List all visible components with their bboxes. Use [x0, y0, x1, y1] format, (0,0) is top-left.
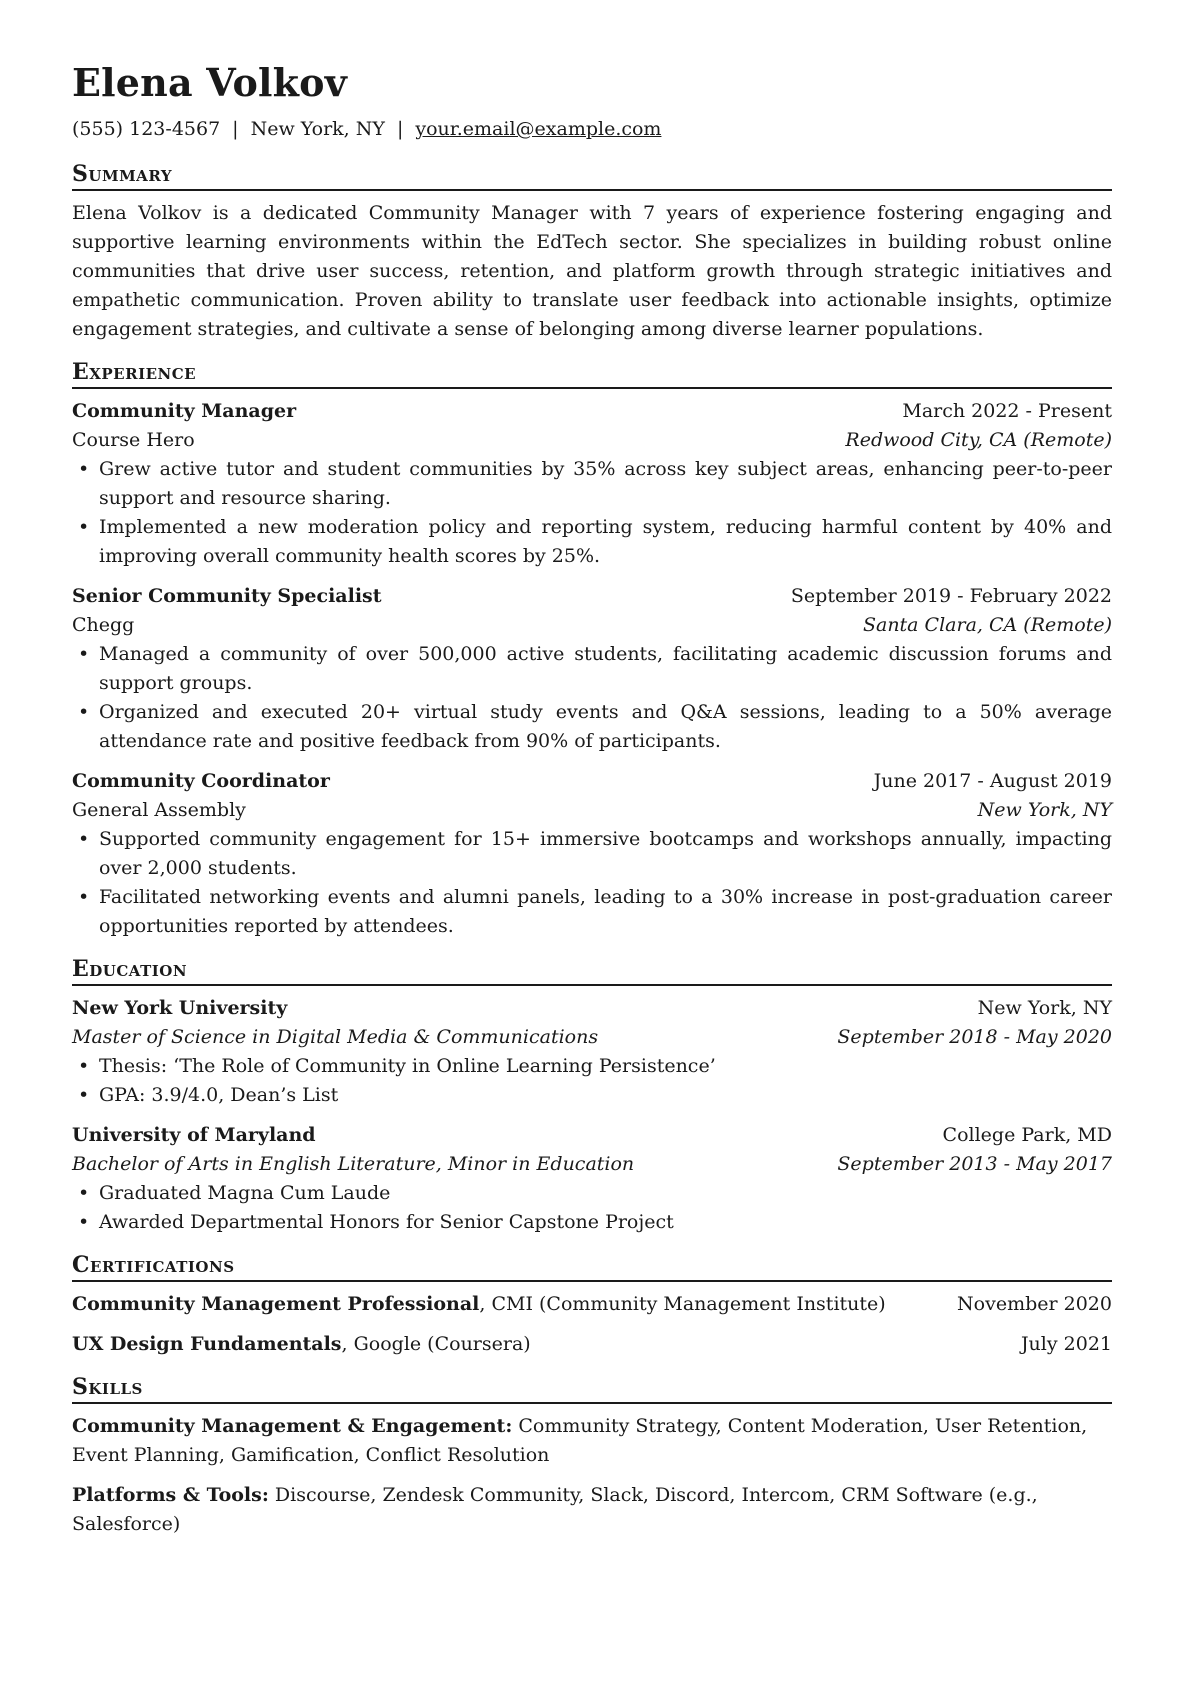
job-dates: September 2019 - February 2022	[790, 585, 1112, 607]
job-entry	[72, 767, 1112, 941]
job-location: Santa Clara, CA (Remote)	[862, 614, 1112, 636]
skills-heading: Skills	[72, 1373, 1112, 1404]
skill-group-label: Platforms & Tools:	[72, 1484, 269, 1506]
certification-name: Community Management Professional	[72, 1293, 480, 1315]
bullet-item: • Implemented a new moderation policy and reporting system, reducing harmful content by 40% and improving overall community health scores by 25%.	[72, 513, 1112, 571]
education-dates: September 2018 - May 2020	[837, 1026, 1112, 1048]
job-company: General Assembly	[72, 799, 246, 821]
job-company: Course Hero	[72, 429, 195, 451]
skill-group	[72, 1412, 1112, 1470]
job-bullets	[72, 825, 1112, 941]
certification-issuer: , CMI (Community Management Institute)	[479, 1293, 886, 1315]
job-role: Senior Community Specialist	[72, 585, 382, 607]
job-location: New York, NY	[977, 799, 1112, 821]
bullet-item: • Graduated Magna Cum Laude	[72, 1179, 1112, 1208]
skill-group-label: Community Management & Engagement:	[72, 1415, 513, 1437]
education-bullets	[72, 1052, 1112, 1110]
skill-group	[72, 1481, 1112, 1539]
bullet-item: • Managed a community of over 500,000 active students, facilitating academic discussion forums and support groups.	[72, 640, 1112, 698]
contact-separator: |	[232, 118, 239, 140]
resume-page	[72, 58, 1112, 1550]
email-link[interactable]: your.email@example.com	[415, 118, 662, 140]
job-entry	[72, 582, 1112, 756]
bullet-item: • Organized and executed 20+ virtual study events and Q&A sessions, leading to a 50% average attendance rate and positive feedback from 90% of participants.	[72, 698, 1112, 756]
job-company: Chegg	[72, 614, 135, 636]
education-entry	[72, 994, 1112, 1110]
certification-date: November 2020	[957, 1293, 1112, 1315]
degree-name: Master of Science in Digital Media & Communications	[72, 1026, 599, 1048]
certifications-heading: Certifications	[72, 1251, 1112, 1282]
job-bullets	[72, 640, 1112, 756]
bullet-item: • Facilitated networking events and alumni panels, leading to a 30% increase in post-graduation career opportunities reported by attendees.	[72, 883, 1112, 941]
phone-number: (555) 123-4567	[72, 118, 221, 140]
bullet-item: • Awarded Departmental Honors for Senior Capstone Project	[72, 1208, 1112, 1237]
bullet-item: • Grew active tutor and student communities by 35% across key subject areas, enhancing peer-to-peer support and resource sharing.	[72, 455, 1112, 513]
skill-group-items: Community Strategy, Content Moderation, User Retention, Event Planning, Gamification, Conflict Resolution	[72, 1415, 1088, 1466]
certification-date: July 2021	[1020, 1333, 1112, 1355]
summary-text: Elena Volkov is a dedicated Community Manager with 7 years of experience fostering engaging and supportive learning environments within the EdTech sector. She specializes in building robust online communities that drive user success, retention, and platform growth through strategic initiatives and empathetic communication. Proven ability to translate user feedback into actionable insights, optimize engagement strategies, and cultivate a sense of belonging among diverse learner populations.	[72, 202, 1112, 340]
school-name: University of Maryland	[72, 1124, 316, 1146]
experience-heading: Experience	[72, 358, 1112, 389]
education-heading: Education	[72, 955, 1112, 986]
job-entry	[72, 397, 1112, 571]
certification-entry	[72, 1290, 1112, 1319]
school-location: College Park, MD	[942, 1124, 1112, 1146]
job-role: Community Coordinator	[72, 770, 330, 792]
certification-entry	[72, 1330, 1112, 1359]
degree-name: Bachelor of Arts in English Literature, Minor in Education	[72, 1153, 635, 1175]
candidate-name: Elena Volkov	[72, 60, 347, 105]
certification-name: UX Design Fundamentals	[72, 1333, 342, 1355]
location: New York, NY	[250, 118, 385, 140]
job-dates: March 2022 - Present	[902, 400, 1112, 422]
summary-heading: Summary	[72, 160, 1112, 191]
education-bullets	[72, 1179, 1112, 1237]
contact-separator: |	[396, 118, 404, 140]
certification-issuer: , Google (Coursera)	[341, 1333, 531, 1355]
job-location: Redwood City, CA (Remote)	[845, 429, 1112, 451]
job-dates: June 2017 - August 2019	[873, 770, 1112, 792]
school-location: New York, NY	[977, 997, 1112, 1019]
skill-group-items: Discourse, Zendesk Community, Slack, Discord, Intercom, CRM Software (e.g., Salesforce)	[72, 1484, 1038, 1535]
contact-line	[72, 114, 1112, 144]
bullet-item: • GPA: 3.9/4.0, Dean’s List	[72, 1081, 1112, 1110]
job-bullets	[72, 455, 1112, 571]
school-name: New York University	[72, 997, 288, 1019]
job-role: Community Manager	[72, 400, 297, 422]
education-entry	[72, 1121, 1112, 1237]
bullet-item: • Supported community engagement for 15+ immersive bootcamps and workshops annually, impacting over 2,000 students.	[72, 825, 1112, 883]
education-dates: September 2013 - May 2017	[837, 1153, 1112, 1175]
bullet-item: • Thesis: ‘The Role of Community in Online Learning Persistence’	[72, 1052, 1112, 1081]
